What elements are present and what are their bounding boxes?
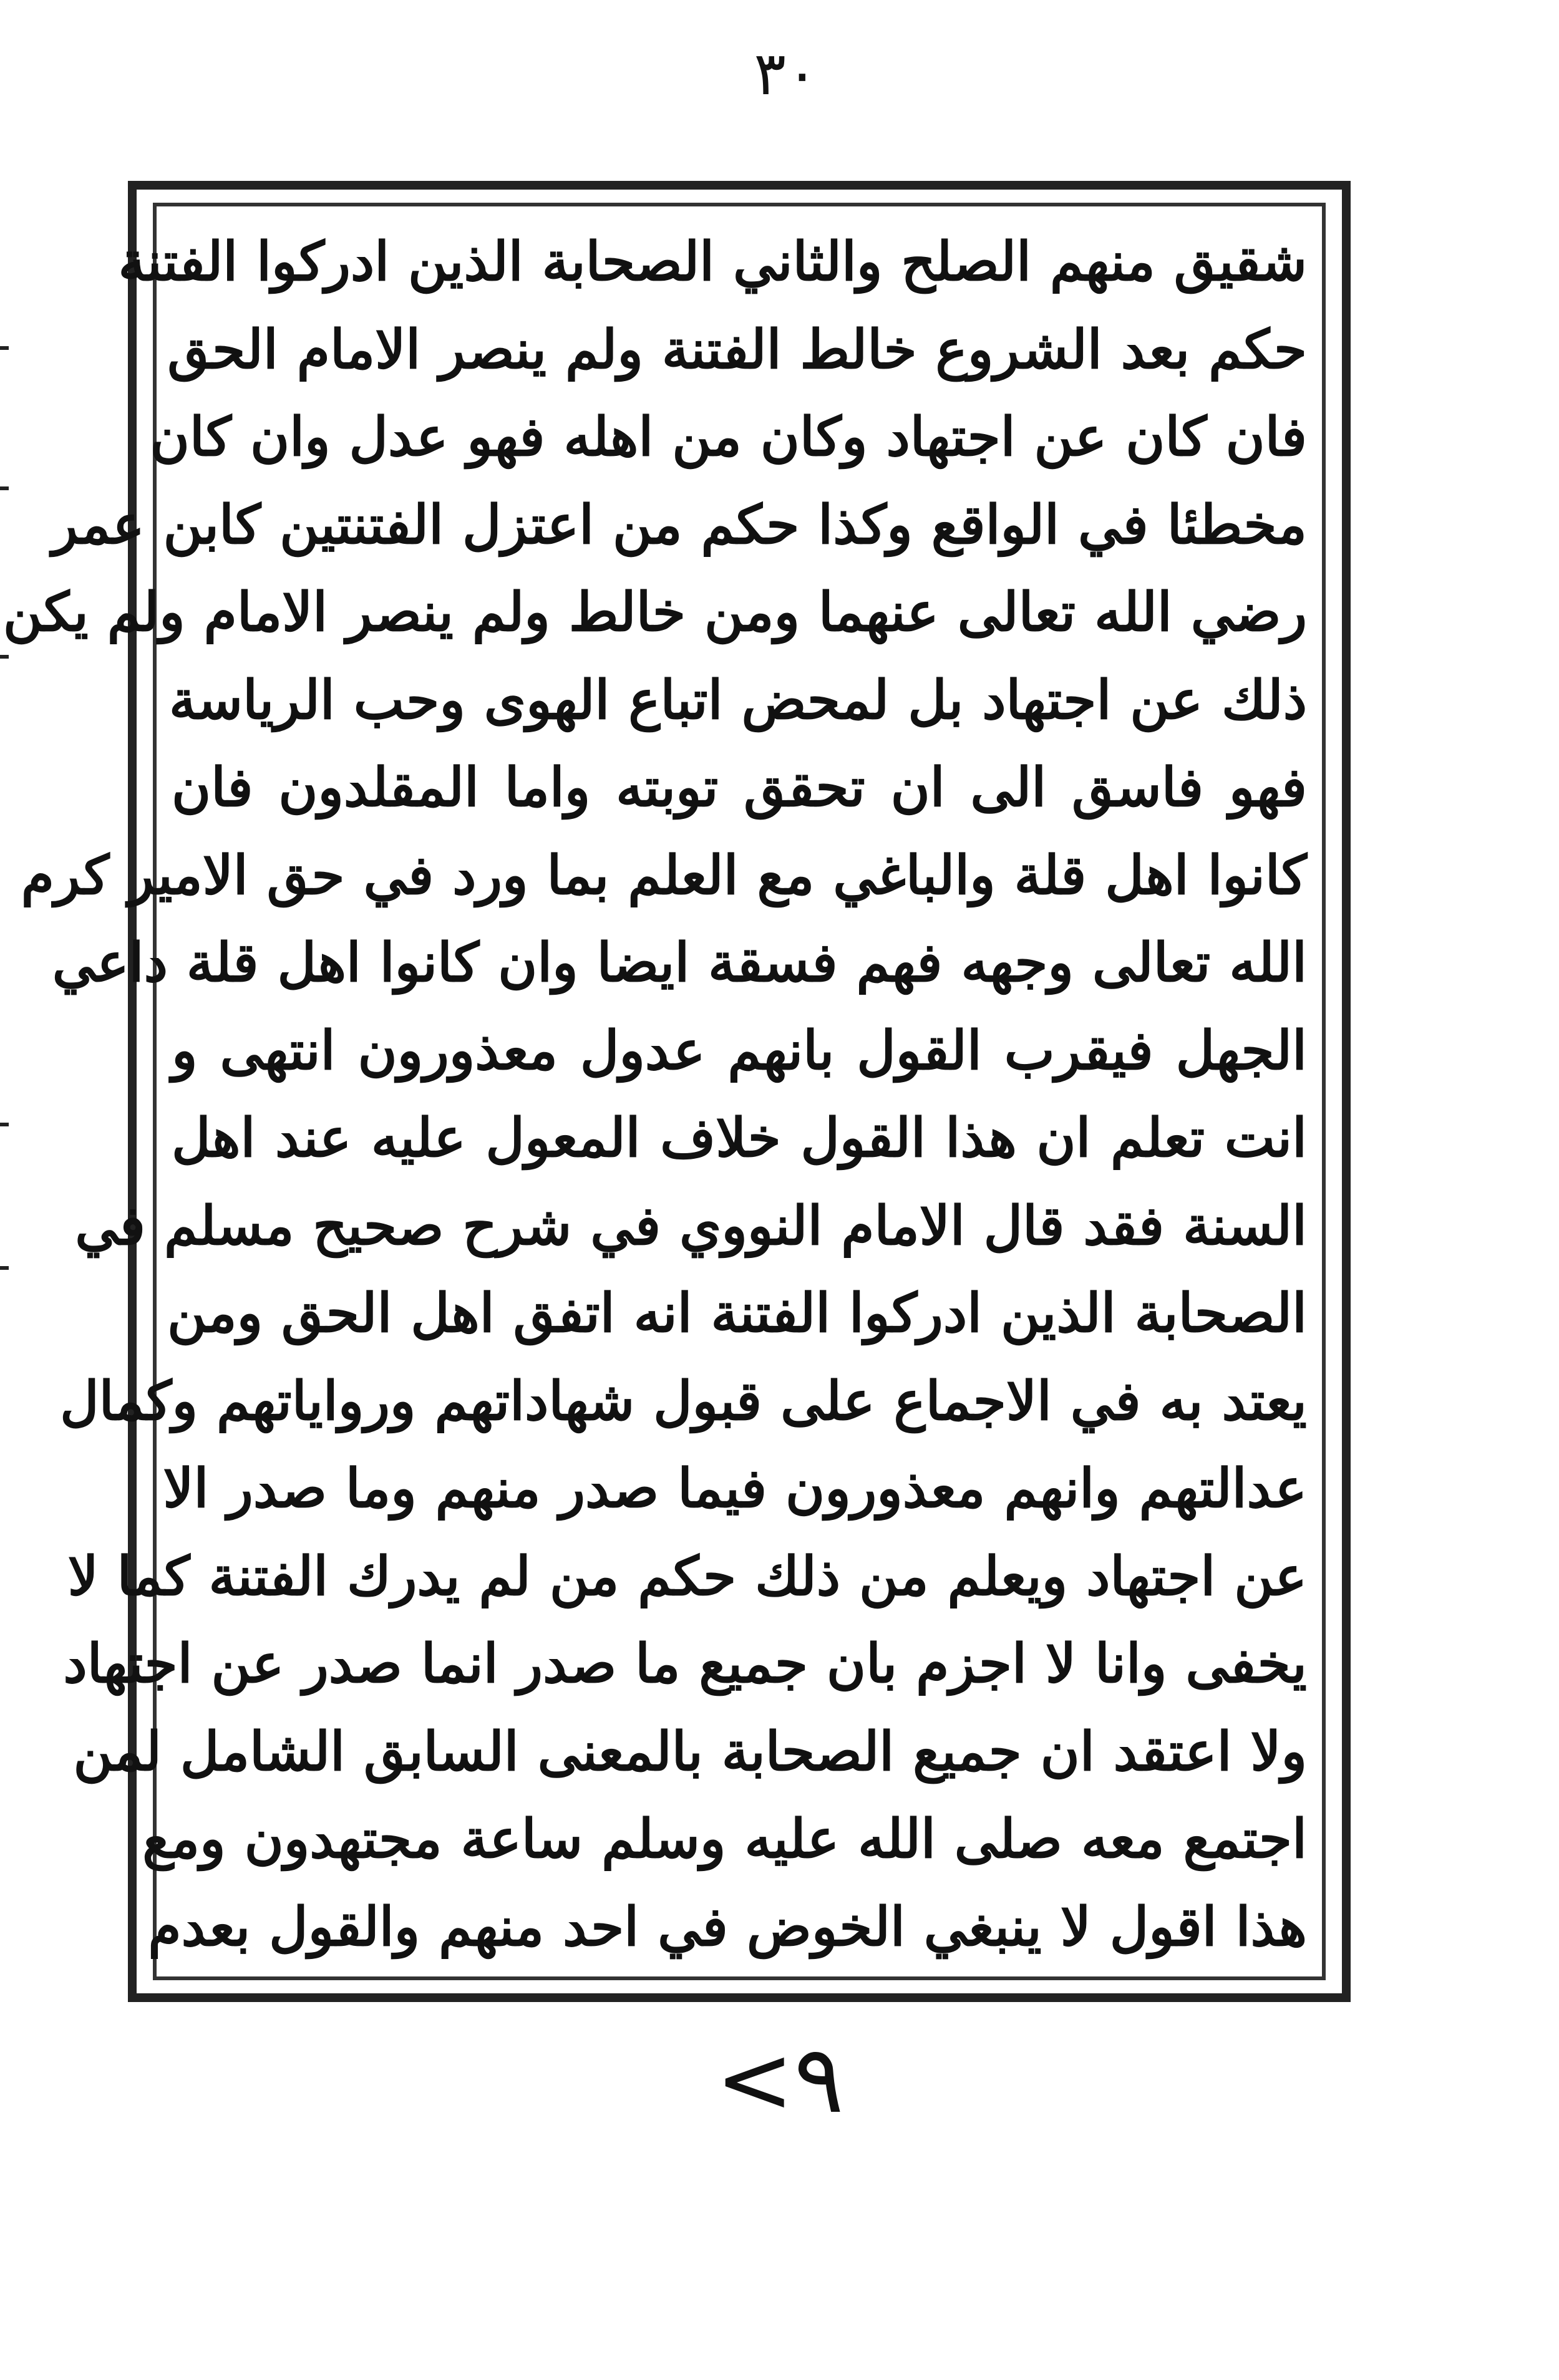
text-line: اجتمع معه صلى الله عليه وسلم ساعة مجتهدون ومع <box>142 1807 1307 1871</box>
page-number-top: ٣٠ <box>754 39 818 109</box>
margin-mark <box>0 655 9 659</box>
text-line: الصحابة الذين ادركوا الفتنة انه اتفق اهل الحق ومن <box>167 1282 1307 1345</box>
manuscript-text-block <box>2 225 1307 1965</box>
text-line: فان كان عن اجتهاد وكان من اهله فهو عدل وان كان <box>150 405 1307 469</box>
text-line: حكم بعد الشروع خالط الفتنة ولم ينصر الامام الحق <box>167 317 1307 381</box>
text-line: يعتد به في الاجماع على قبول شهاداتهم ورواياتهم وكمال <box>60 1369 1307 1433</box>
text-line: ولا اعتقد ان جميع الصحابة بالمعنى السابق الشامل لمن <box>73 1720 1307 1783</box>
text-line: الجهل فيقرب القول بانهم عدول معذورون انتهى و <box>172 1018 1307 1082</box>
text-line: عدالتهم وانهم معذورون فيما صدر منهم وما صدر الا <box>163 1457 1307 1521</box>
text-line: شقيق منهم الصلح والثاني الصحابة الذين ادركوا الفتنة <box>118 230 1307 293</box>
page-number-bottom: <٩ <box>715 2026 845 2134</box>
text-line: عن اجتهاد ويعلم من ذلك حكم من لم يدرك الفتنة كما لا <box>67 1544 1307 1608</box>
margin-mark <box>0 1123 9 1126</box>
text-line: السنة فقد قال الامام النووي في شرح صحيح مسلم في <box>75 1194 1307 1257</box>
text-line: رضي الله تعالى عنهما ومن خالط ولم ينصر الامام ولم يكن <box>2 581 1307 644</box>
text-line: الله تعالى وجهه فهم فسقة ايضا وان كانوا اهل قلة داعي <box>52 931 1307 995</box>
text-line: فهو فاسق الى ان تحقق توبته واما المقلدون فان <box>172 756 1307 820</box>
text-line: كانوا اهل قلة والباغي مع العلم بما ورد في حق الامير كرم <box>21 843 1307 907</box>
margin-mark <box>0 1266 9 1270</box>
text-line: يخفى وانا لا اجزم بان جميع ما صدر انما صدر عن اجتهاد <box>63 1632 1307 1696</box>
text-line: ذلك عن اجتهاد بل لمحض اتباع الهوى وحب الرياسة <box>168 668 1307 732</box>
margin-mark <box>0 346 9 350</box>
text-line: مخطئا في الواقع وكذا حكم من اعتزل الفتنتين كابن عمر <box>52 493 1307 556</box>
text-line: هذا اقول لا ينبغي الخوض في احد منهم والقول بعدم <box>148 1895 1307 1958</box>
margin-mark <box>0 486 9 490</box>
text-line: انت تعلم ان هذا القول خلاف المعول عليه عند اهل <box>172 1106 1307 1170</box>
